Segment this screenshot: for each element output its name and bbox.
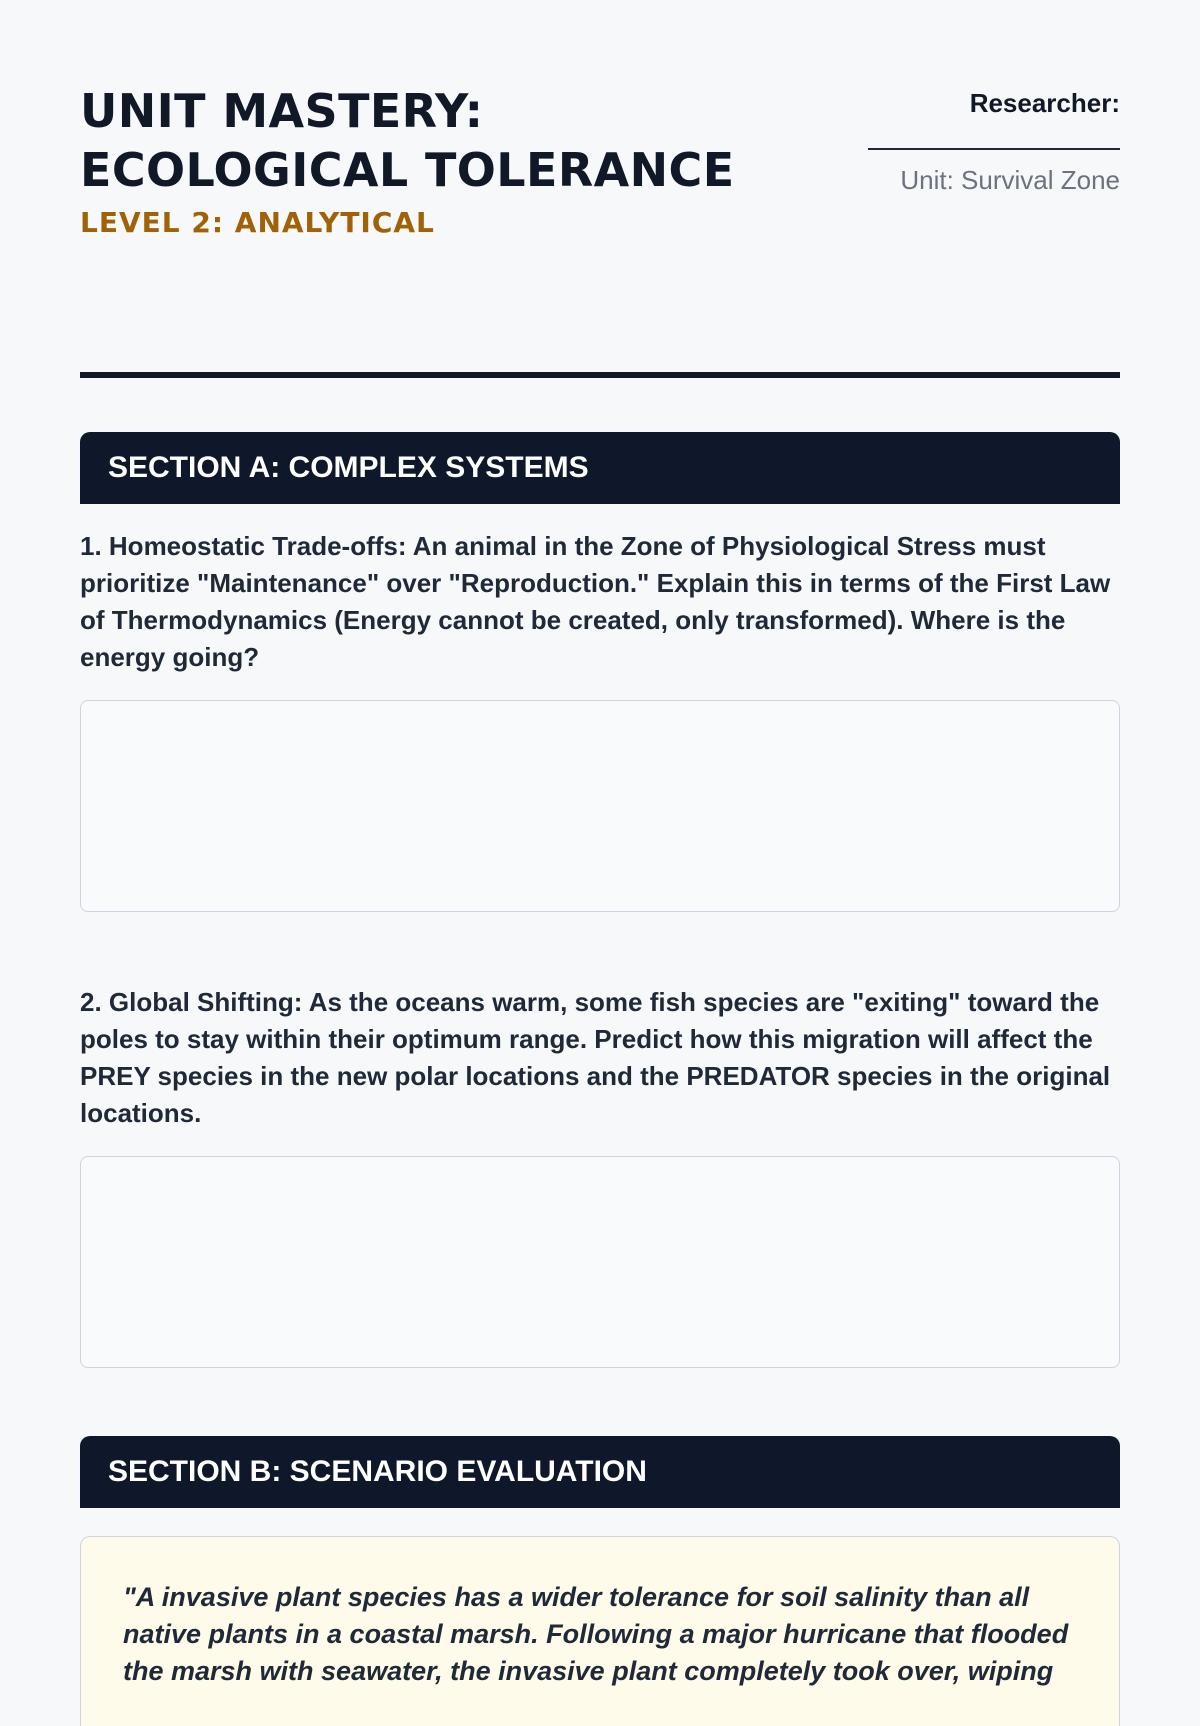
answer-box-1[interactable] (80, 700, 1120, 912)
researcher-name-line[interactable] (868, 148, 1120, 150)
unit-label: Unit: Survival Zone (900, 165, 1120, 195)
section-b-header: SECTION B: SCENARIO EVALUATION (80, 1436, 1120, 1508)
title-line-2: ECOLOGICAL TOLERANCE (80, 143, 735, 197)
researcher-label: Researcher: (969, 88, 1120, 118)
question-1: 1. Homeostatic Trade-offs: An animal in the Zone of Physiological Stress must prioritize "Maintenance" over "Reproduction." Explain this in terms of the First Law of Thermodynamics (Energy cannot be created, only transformed). Where is the energy going? (80, 531, 1111, 672)
scenario-card (80, 1536, 1120, 1726)
researcher-meta (860, 82, 1120, 196)
scenario-text: "A invasive plant species has a wider tolerance for soil salinity than all native plants in a coastal marsh. Following a major hurricane that flooded the marsh with seawater, the invasive plant completely took over, wiping (123, 1582, 1069, 1686)
level-label: LEVEL 2: ANALYTICAL (80, 206, 435, 239)
section-a-header: SECTION A: COMPLEX SYSTEMS (80, 432, 1120, 504)
page-title (80, 82, 840, 200)
title-line-1: UNIT MASTERY: (80, 84, 484, 138)
question-2: 2. Global Shifting: As the oceans warm, some fish species are "exiting" toward the poles to stay within their optimum range. Predict how this migration will affect the PREY species in the new polar locations and the PREDATOR species in the original locations. (80, 987, 1111, 1128)
answer-box-2[interactable] (80, 1156, 1120, 1368)
header-divider (80, 372, 1120, 378)
worksheet-header (80, 82, 1120, 292)
